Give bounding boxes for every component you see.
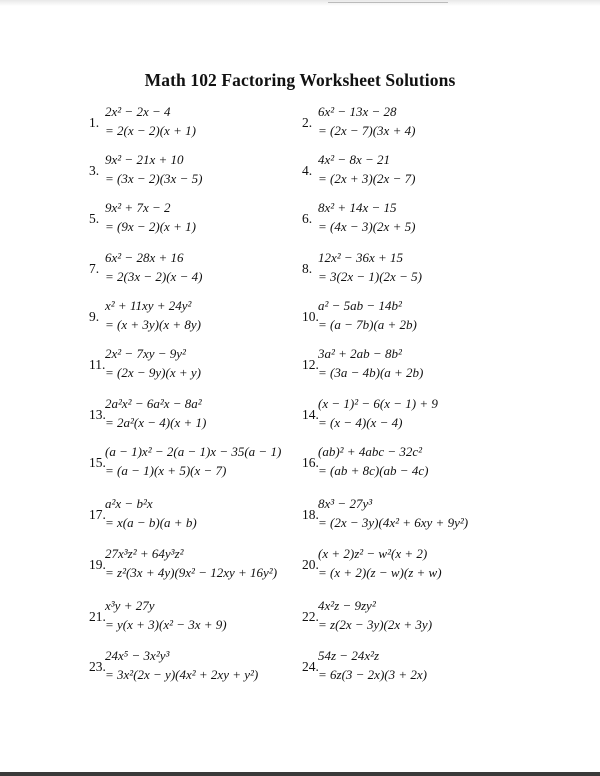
problem-item [89,396,304,440]
problem-item [302,648,517,692]
problem-expression: 12x² − 36x + 15 [318,250,403,265]
problem-number: 14. [302,407,319,422]
problem-factored: = (a − 7b)(a + 2b) [318,317,417,332]
problem-number: 23. [89,659,106,674]
problem-expression: a²x − b²x [105,496,153,511]
problem-factored: = 6z(3 − 2x)(3 + 2x) [318,667,427,682]
problem-item [302,200,517,244]
problem-factored: = z²(3x + 4y)(9x² − 12xy + 16y²) [105,565,278,580]
problem-expression: 6x² − 28x + 16 [105,250,184,265]
problem-number: 8. [302,261,313,276]
problem-expression: 27x³z² + 64y³z² [105,546,184,561]
problem-item [302,496,517,540]
problem-factored: = (4x − 3)(2x + 5) [318,219,416,234]
problem-number: 15. [89,455,106,470]
problem-number: 4. [302,163,313,178]
problem-expression: x³y + 27y [105,598,155,613]
problem-expression: 9x² − 21x + 10 [105,152,184,167]
problem-item [302,598,517,642]
problem-expression: 2x² − 2x − 4 [105,104,171,119]
problem-factored: = 3(2x − 1)(2x − 5) [318,269,422,284]
problem-expression: 54z − 24x²z [318,648,380,663]
problem-expression: 9x² + 7x − 2 [105,200,171,215]
problem-item [302,546,517,590]
problem-expression: a² − 5ab − 14b² [318,298,402,313]
problem-number: 3. [89,163,100,178]
problem-item [89,496,304,540]
problem-number: 11. [89,357,106,372]
problem-factored: = z(2x − 3y)(2x + 3y) [318,617,433,632]
problem-expression: (x + 2)z² − w²(x + 2) [318,546,428,561]
problem-expression: 4x²z − 9zy² [318,598,376,613]
problem-factored: = (a − 1)(x + 5)(x − 7) [105,463,227,478]
problem-number: 21. [89,609,106,624]
problem-factored: = (x − 4)(x − 4) [318,415,403,430]
problem-factored: = (x + 3y)(x + 8y) [105,317,201,332]
problem-expression: 2x² − 7xy − 9y² [105,346,186,361]
problem-item [89,648,304,692]
page-title: Math 102 Factoring Worksheet Solutions [144,70,456,90]
problem-item [302,396,517,440]
problem-item [89,200,304,244]
problem-item [302,250,517,294]
problem-item [89,346,304,390]
problem-number: 9. [89,309,100,324]
problem-item [89,104,304,148]
problem-factored: = 2(x − 2)(x + 1) [105,123,196,138]
problem-item [302,104,517,148]
problem-factored: = 2a²(x − 4)(x + 1) [105,415,207,430]
problem-number: 22. [302,609,319,624]
problem-expression: 2a²x² − 6a²x − 8a² [105,396,202,411]
problem-item [89,152,304,196]
problem-factored: = 2(3x − 2)(x − 4) [105,269,203,284]
problem-factored: = (ab + 8c)(ab − 4c) [318,463,429,478]
problem-number: 18. [302,507,319,522]
problem-number: 13. [89,407,106,422]
problem-number: 19. [89,557,106,572]
problem-expression: 24x⁵ − 3x²y³ [105,648,170,663]
problem-number: 16. [302,455,319,470]
problem-item [302,346,517,390]
problem-number: 7. [89,261,100,276]
problem-factored: = (2x − 7)(3x + 4) [318,123,416,138]
scan-shadow-top [0,0,600,6]
scan-artifact-line [328,2,448,3]
problem-item [302,152,517,196]
problem-item [302,298,517,342]
problem-number: 2. [302,115,313,130]
problem-factored: = x(a − b)(a + b) [105,515,197,530]
problem-expression: 6x² − 13x − 28 [318,104,397,119]
problem-factored: = (2x − 9y)(x + y) [105,365,201,380]
problem-number: 5. [89,211,100,226]
problem-factored: = (3a − 4b)(a + 2b) [318,365,424,380]
problem-number: 12. [302,357,319,372]
problem-factored: = (2x + 3)(2x − 7) [318,171,416,186]
problem-expression: (a − 1)x² − 2(a − 1)x − 35(a − 1) [105,444,282,459]
problem-expression: 4x² − 8x − 21 [318,152,390,167]
problem-item [89,546,304,590]
problem-number: 10. [302,309,319,324]
problem-factored: = (3x − 2)(3x − 5) [105,171,203,186]
problem-number: 24. [302,659,319,674]
problem-expression: 8x³ − 27y³ [318,496,373,511]
problem-item [89,444,304,488]
problem-item [302,444,517,488]
problem-expression: x² + 11xy + 24y² [105,298,192,313]
problem-factored: = (9x − 2)(x + 1) [105,219,196,234]
problem-expression: (ab)² + 4abc − 32c² [318,444,423,459]
problem-number: 6. [302,211,313,226]
problem-item [89,250,304,294]
problem-number: 17. [89,507,106,522]
problem-factored: = (x + 2)(z − w)(z + w) [318,565,442,580]
problem-expression: (x − 1)² − 6(x − 1) + 9 [318,396,438,411]
problem-item [89,598,304,642]
problem-factored: = 3x²(2x − y)(4x² + 2xy + y²) [105,667,259,682]
problem-expression: 8x² + 14x − 15 [318,200,397,215]
problem-number: 1. [89,115,100,130]
problem-expression: 3a² + 2ab − 8b² [318,346,402,361]
scan-shadow-bottom [0,772,600,776]
problem-number: 20. [302,557,319,572]
problem-factored: = y(x + 3)(x² − 3x + 9) [105,617,227,632]
problem-factored: = (2x − 3y)(4x² + 6xy + 9y²) [318,515,469,530]
problem-item [89,298,304,342]
